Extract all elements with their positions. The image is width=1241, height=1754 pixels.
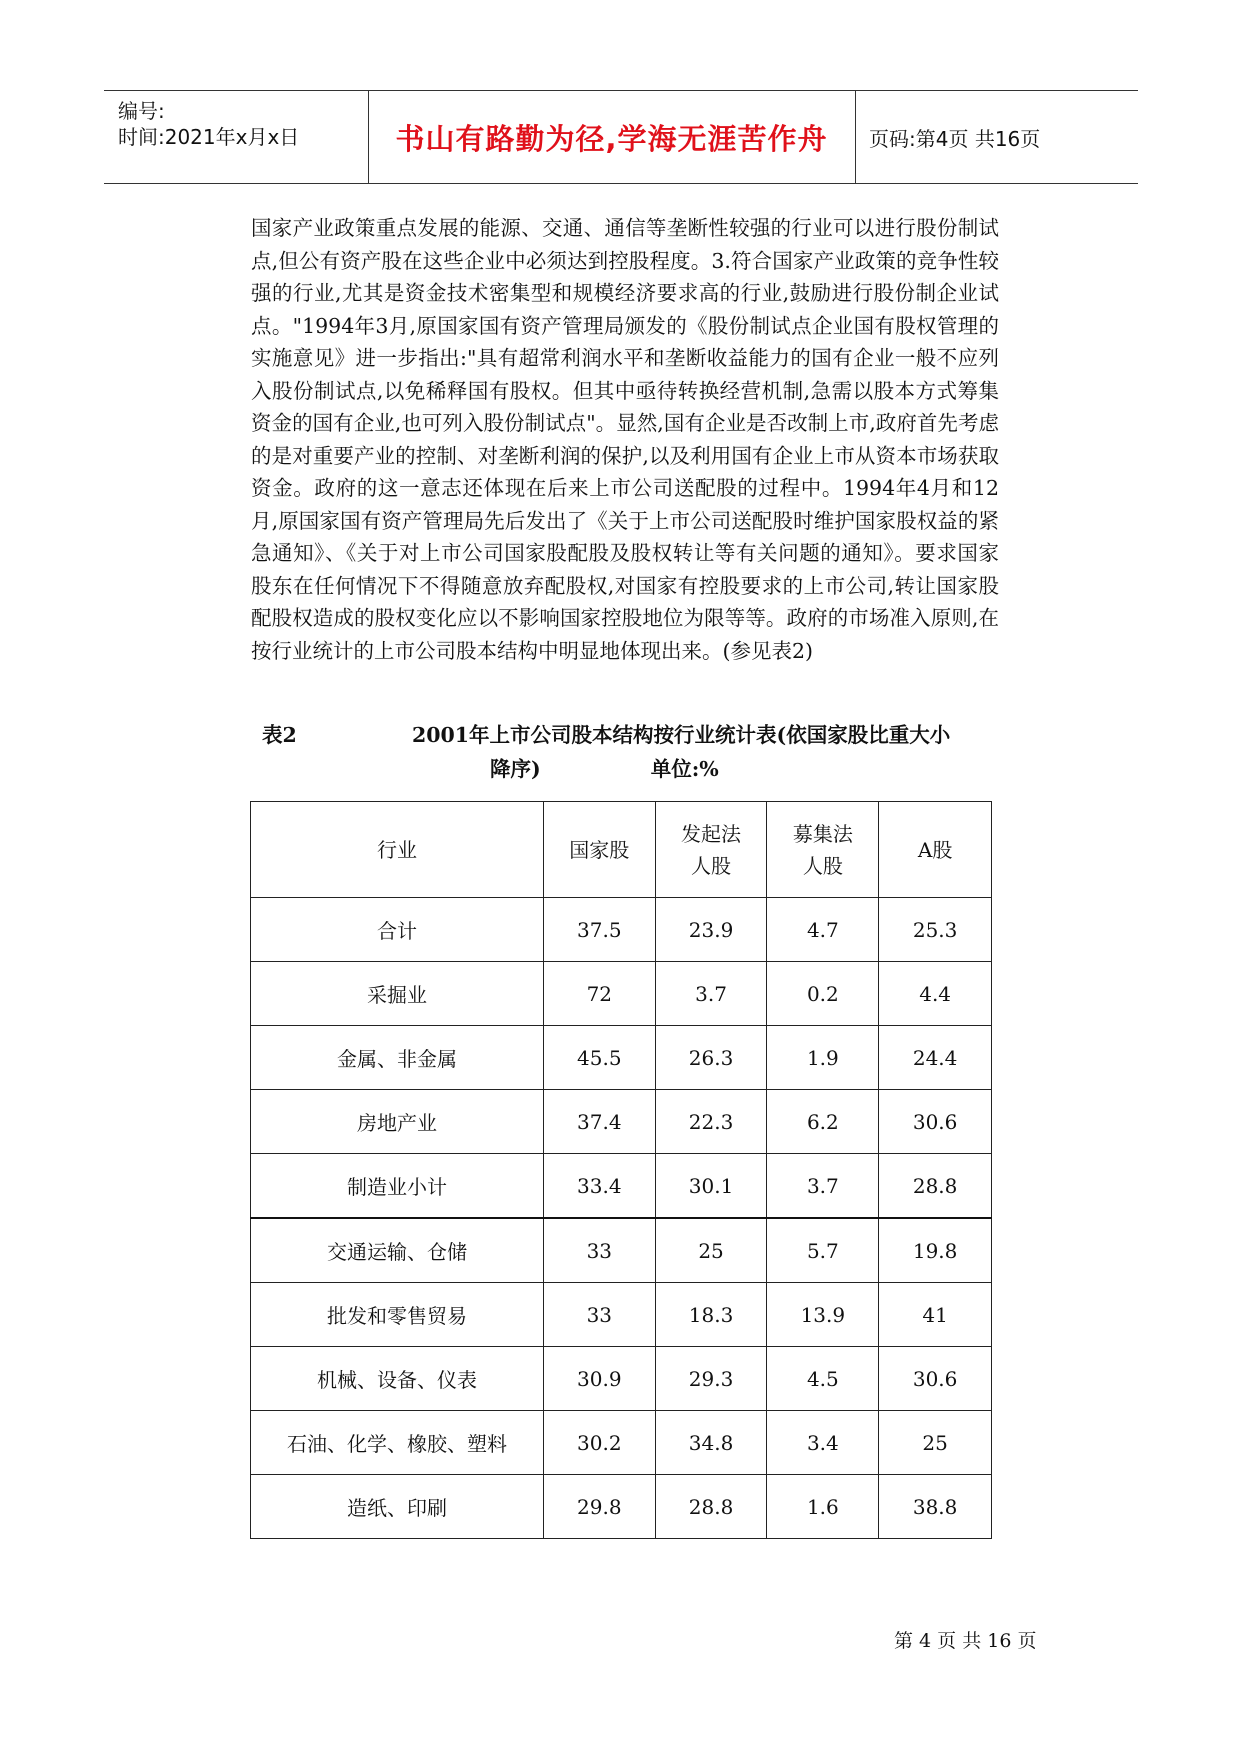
cell-sponsor: 3.7 bbox=[655, 962, 767, 1026]
table-label: 表2 bbox=[262, 723, 297, 747]
header-sponsor-legal-share: 发起法人股 bbox=[655, 802, 767, 898]
table-row bbox=[251, 1154, 992, 1219]
cell-a-share: 30.6 bbox=[879, 1090, 992, 1154]
cell-industry: 批发和零售贸易 bbox=[251, 1283, 544, 1347]
cell-raised: 3.7 bbox=[767, 1154, 879, 1219]
cell-raised: 13.9 bbox=[767, 1283, 879, 1347]
table-row bbox=[251, 1218, 992, 1283]
header-page-cell bbox=[855, 91, 1138, 183]
cell-industry: 石油、化学、橡胶、塑料 bbox=[251, 1411, 544, 1475]
header-a-share: A股 bbox=[879, 802, 992, 898]
cell-sponsor: 30.1 bbox=[655, 1154, 767, 1219]
cell-raised: 4.5 bbox=[767, 1347, 879, 1411]
cell-sponsor: 34.8 bbox=[655, 1411, 767, 1475]
cell-state: 72 bbox=[543, 962, 655, 1026]
cell-state: 37.5 bbox=[543, 898, 655, 962]
cell-raised: 6.2 bbox=[767, 1090, 879, 1154]
table-row bbox=[251, 962, 992, 1026]
cell-state: 45.5 bbox=[543, 1026, 655, 1090]
cell-sponsor: 26.3 bbox=[655, 1026, 767, 1090]
table-row bbox=[251, 1475, 992, 1539]
cell-industry: 金属、非金属 bbox=[251, 1026, 544, 1090]
cell-a-share: 19.8 bbox=[879, 1218, 992, 1283]
cell-state: 30.9 bbox=[543, 1347, 655, 1411]
cell-a-share: 4.4 bbox=[879, 962, 992, 1026]
cell-sponsor: 25 bbox=[655, 1218, 767, 1283]
number-label: 编号: bbox=[118, 99, 165, 123]
cell-sponsor: 29.3 bbox=[655, 1347, 767, 1411]
slogan: 书山有路勤为径,学海无涯苦作舟 bbox=[395, 121, 828, 156]
cell-a-share: 38.8 bbox=[879, 1475, 992, 1539]
header-state-share: 国家股 bbox=[543, 802, 655, 898]
cell-a-share: 25.3 bbox=[879, 898, 992, 962]
cell-a-share: 24.4 bbox=[879, 1026, 992, 1090]
cell-industry: 合计 bbox=[251, 898, 544, 962]
page-code: 页码:第4页 共16页 bbox=[869, 126, 1041, 151]
cell-raised: 0.2 bbox=[767, 962, 879, 1026]
cell-sponsor: 28.8 bbox=[655, 1475, 767, 1539]
cell-raised: 3.4 bbox=[767, 1411, 879, 1475]
cell-state: 33 bbox=[543, 1283, 655, 1347]
table-row bbox=[251, 1411, 992, 1475]
page-footer: 第 4 页 共 16 页 bbox=[894, 1630, 1037, 1652]
table-row bbox=[251, 1026, 992, 1090]
cell-state: 29.8 bbox=[543, 1475, 655, 1539]
cell-a-share: 28.8 bbox=[879, 1154, 992, 1219]
table-row bbox=[251, 1090, 992, 1154]
header-left-cell bbox=[104, 91, 369, 183]
table-header-row bbox=[251, 802, 992, 898]
cell-a-share: 41 bbox=[879, 1283, 992, 1347]
cell-raised: 1.9 bbox=[767, 1026, 879, 1090]
cell-state: 33.4 bbox=[543, 1154, 655, 1219]
header-slogan-cell bbox=[368, 91, 856, 183]
header-raised-legal-share: 募集法人股 bbox=[767, 802, 879, 898]
cell-a-share: 30.6 bbox=[879, 1347, 992, 1411]
cell-industry: 机械、设备、仪表 bbox=[251, 1347, 544, 1411]
cell-industry: 采掘业 bbox=[251, 962, 544, 1026]
cell-industry: 造纸、印刷 bbox=[251, 1475, 544, 1539]
time-label: 时间:2021年x月x日 bbox=[118, 125, 300, 149]
cell-state: 33 bbox=[543, 1218, 655, 1283]
header-industry: 行业 bbox=[251, 802, 544, 898]
table-row bbox=[251, 1347, 992, 1411]
table-unit: 单位:% bbox=[650, 757, 719, 781]
industry-share-table bbox=[250, 801, 992, 1539]
table-row bbox=[251, 1283, 992, 1347]
cell-state: 30.2 bbox=[543, 1411, 655, 1475]
page-header bbox=[104, 90, 1138, 184]
body-paragraph: 国家产业政策重点发展的能源、交通、通信等垄断性较强的行业可以进行股份制试点,但公有资产股在这些企业中必须达到控股程度。3.符合国家产业政策的竞争性较强的行业,尤其是资金技术密集型和规模经济要求高的行业,鼓励进行股份制企业试点。"1994年3月,原国家国有资产管理局颁发的《股份制试点企业国有股权管理的实施意见》进一步指出:"具有超常利润水平和垄断收益能力的国有企业一般不应列入股份制试点,以免稀释国有股权。但其中亟待转换经营机制,急需以股本方式筹集资金的国有企业,也可列入股份制试点"。显然,国有企业是否改制上市,政府首先考虑的是对重要产业的控制、对垄断利润的保护,以及利用国有企业上市从资本市场获取资金。政府的这一意志还体现在后来上市公司送配股的过程中。1994年4月和12月,原国家国有资产管理局先后发出了《关于上市公司送配股时维护国家股权益的紧急通知》、《关于对上市公司国家股配股及股权转让等有关问题的通知》。要求国家股东在任何情况下不得随意放弃配股权,对国家有控股要求的上市公司,转让国家股配股权造成的股权变化应以不影响国家控股地位为限等等。政府的市场准入原则,在按行业统计的上市公司股本结构中明显地体现出来。(参见表2) bbox=[251, 216, 999, 663]
cell-state: 37.4 bbox=[543, 1090, 655, 1154]
table-row bbox=[251, 898, 992, 962]
cell-sponsor: 22.3 bbox=[655, 1090, 767, 1154]
cell-raised: 5.7 bbox=[767, 1218, 879, 1283]
cell-raised: 4.7 bbox=[767, 898, 879, 962]
table-title: 2001年上市公司股本结构按行业统计表(依国家股比重大小 bbox=[412, 723, 951, 747]
table-title-cont: 降序) bbox=[490, 757, 541, 781]
cell-industry: 制造业小计 bbox=[251, 1154, 544, 1219]
cell-a-share: 25 bbox=[879, 1411, 992, 1475]
cell-sponsor: 18.3 bbox=[655, 1283, 767, 1347]
cell-industry: 交通运输、仓储 bbox=[251, 1218, 544, 1283]
cell-raised: 1.6 bbox=[767, 1475, 879, 1539]
cell-sponsor: 23.9 bbox=[655, 898, 767, 962]
cell-industry: 房地产业 bbox=[251, 1090, 544, 1154]
table-caption-line2 bbox=[490, 752, 719, 782]
